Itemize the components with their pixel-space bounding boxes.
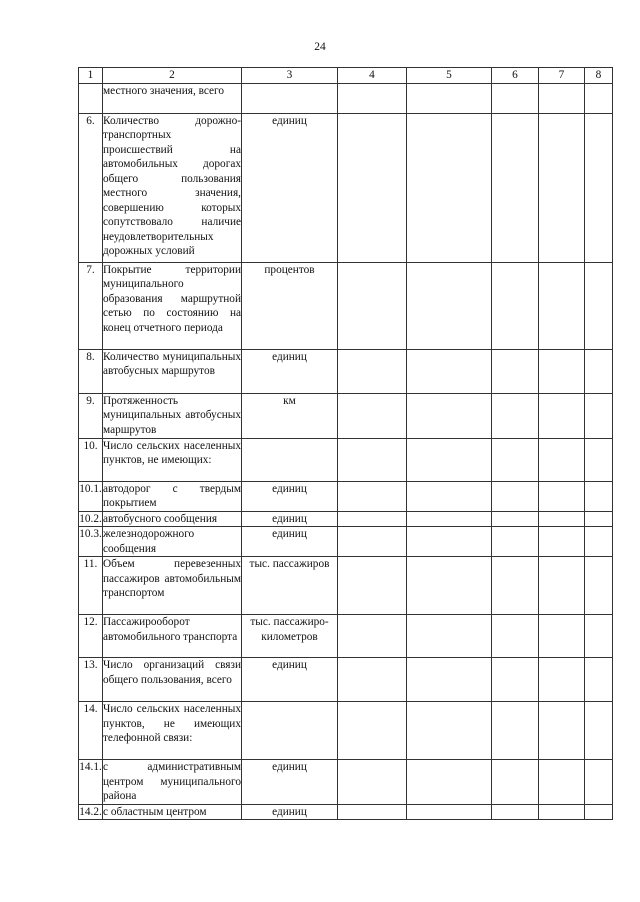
value-cell-col-8 — [585, 262, 613, 349]
value-cell-col-8 — [585, 438, 613, 481]
column-header-6: 6 — [492, 68, 539, 84]
table-row — [79, 438, 613, 481]
value-cell-col-8 — [585, 511, 613, 527]
indicator-name: Число сельских населенных пунктов, не имеющих телефонной связи: — [103, 702, 242, 760]
table-row — [79, 527, 613, 557]
value-cell-col-6 — [492, 702, 539, 760]
indicator-name: железнодорожного сообщения — [103, 527, 242, 557]
unit-of-measure: единиц — [242, 511, 338, 527]
indicator-name: Количество дорожно-транспортных происшествий на автомобильных дорогах общего пользования местного значения, совершению которых сопутствовало наличие неудовлетворительных дорожных условий — [103, 113, 242, 262]
table-header-row — [79, 68, 613, 84]
column-header-4: 4 — [338, 68, 407, 84]
unit-of-measure: единиц — [242, 804, 338, 820]
table-row — [79, 511, 613, 527]
value-cell-col-7 — [539, 615, 585, 658]
indicator-name: Пассажирооборот автомобильного транспорта — [103, 615, 242, 658]
unit-of-measure — [242, 83, 338, 113]
table-body — [79, 68, 613, 820]
value-cell-col-7 — [539, 804, 585, 820]
value-cell-col-5 — [407, 113, 492, 262]
table-row — [79, 349, 613, 393]
value-cell-col-4 — [338, 527, 407, 557]
value-cell-col-6 — [492, 481, 539, 511]
table-row — [79, 702, 613, 760]
value-cell-col-6 — [492, 615, 539, 658]
value-cell-col-6 — [492, 113, 539, 262]
value-cell-col-4 — [338, 83, 407, 113]
indicators-table — [78, 67, 613, 820]
value-cell-col-8 — [585, 481, 613, 511]
value-cell-col-4 — [338, 438, 407, 481]
row-number: 13. — [79, 658, 103, 702]
indicator-name: Число организаций связи общего пользования, всего — [103, 658, 242, 702]
column-header-5: 5 — [407, 68, 492, 84]
table-row — [79, 113, 613, 262]
unit-of-measure: единиц — [242, 349, 338, 393]
unit-of-measure: тыс. пассажиров — [242, 557, 338, 615]
value-cell-col-4 — [338, 113, 407, 262]
indicator-name: Объем перевезенных пассажиров автомобильным транспортом — [103, 557, 242, 615]
value-cell-col-7 — [539, 511, 585, 527]
column-header-2: 2 — [103, 68, 242, 84]
value-cell-col-8 — [585, 527, 613, 557]
value-cell-col-4 — [338, 262, 407, 349]
value-cell-col-5 — [407, 615, 492, 658]
unit-of-measure — [242, 438, 338, 481]
value-cell-col-5 — [407, 760, 492, 805]
row-number: 11. — [79, 557, 103, 615]
unit-of-measure: км — [242, 393, 338, 438]
indicator-name: Число сельских населенных пунктов, не имеющих: — [103, 438, 242, 481]
value-cell-col-8 — [585, 349, 613, 393]
value-cell-col-7 — [539, 113, 585, 262]
row-number: 7. — [79, 262, 103, 349]
value-cell-col-6 — [492, 658, 539, 702]
indicator-name: местного значения, всего — [103, 83, 242, 113]
value-cell-col-4 — [338, 557, 407, 615]
indicator-name: Количество муниципальных автобусных маршрутов — [103, 349, 242, 393]
value-cell-col-5 — [407, 481, 492, 511]
value-cell-col-7 — [539, 83, 585, 113]
unit-of-measure: единиц — [242, 481, 338, 511]
unit-of-measure: единиц — [242, 658, 338, 702]
value-cell-col-4 — [338, 658, 407, 702]
table-row — [79, 557, 613, 615]
indicator-name: с областным центром — [103, 804, 242, 820]
value-cell-col-4 — [338, 393, 407, 438]
table-row — [79, 615, 613, 658]
value-cell-col-6 — [492, 349, 539, 393]
value-cell-col-7 — [539, 481, 585, 511]
row-number: 10.2. — [79, 512, 102, 525]
table-row — [79, 83, 613, 113]
table-row — [79, 658, 613, 702]
value-cell-col-5 — [407, 702, 492, 760]
row-number: 14.1. — [79, 760, 103, 805]
column-header-1: 1 — [79, 68, 103, 84]
value-cell-col-5 — [407, 349, 492, 393]
value-cell-col-4 — [338, 760, 407, 805]
value-cell-col-6 — [492, 527, 539, 557]
column-header-3: 3 — [242, 68, 338, 84]
table-row — [79, 262, 613, 349]
row-number: 10.3. — [79, 527, 103, 557]
indicator-name: автобусного сообщения — [103, 511, 242, 527]
value-cell-col-4 — [338, 702, 407, 760]
unit-of-measure: единиц — [242, 113, 338, 262]
value-cell-col-4 — [338, 349, 407, 393]
value-cell-col-8 — [585, 702, 613, 760]
indicator-name: автодорог с твердым покрытием — [103, 482, 241, 509]
value-cell-col-4 — [338, 481, 407, 511]
value-cell-col-5 — [407, 804, 492, 820]
value-cell-col-5 — [407, 393, 492, 438]
value-cell-col-8 — [585, 113, 613, 262]
value-cell-col-6 — [492, 83, 539, 113]
column-header-8: 8 — [585, 68, 613, 84]
value-cell-col-7 — [539, 349, 585, 393]
row-number: 10. — [79, 438, 103, 481]
value-cell-col-8 — [585, 393, 613, 438]
value-cell-col-8 — [585, 615, 613, 658]
value-cell-col-6 — [492, 262, 539, 349]
row-number: 9. — [79, 393, 103, 438]
column-header-7: 7 — [539, 68, 585, 84]
row-number: 12. — [79, 615, 103, 658]
row-number: 14. — [79, 702, 103, 760]
table-row — [79, 760, 613, 805]
value-cell-col-7 — [539, 557, 585, 615]
value-cell-col-8 — [585, 804, 613, 820]
value-cell-col-7 — [539, 527, 585, 557]
value-cell-col-4 — [338, 804, 407, 820]
value-cell-col-5 — [407, 83, 492, 113]
row-number — [79, 83, 103, 113]
value-cell-col-6 — [492, 760, 539, 805]
unit-of-measure — [242, 702, 338, 760]
value-cell-col-6 — [492, 557, 539, 615]
indicator-name: с административным центром муниципального района — [103, 761, 241, 802]
value-cell-col-4 — [338, 511, 407, 527]
value-cell-col-7 — [539, 438, 585, 481]
unit-of-measure: единиц — [242, 760, 338, 805]
value-cell-col-5 — [407, 511, 492, 527]
value-cell-col-7 — [539, 393, 585, 438]
value-cell-col-5 — [407, 262, 492, 349]
table-row — [79, 804, 613, 820]
value-cell-col-8 — [585, 83, 613, 113]
value-cell-col-5 — [407, 658, 492, 702]
value-cell-col-6 — [492, 804, 539, 820]
unit-of-measure: процентов — [242, 262, 338, 349]
table-row — [79, 393, 613, 438]
unit-of-measure: тыс. пассажиро-километров — [242, 615, 338, 658]
value-cell-col-6 — [492, 511, 539, 527]
indicator-name: Протяженность муниципальных автобусных маршрутов — [103, 393, 242, 438]
value-cell-col-5 — [407, 527, 492, 557]
value-cell-col-5 — [407, 438, 492, 481]
value-cell-col-7 — [539, 760, 585, 805]
page-number: 24 — [314, 41, 326, 53]
value-cell-col-4 — [338, 615, 407, 658]
row-number: 10.1. — [79, 481, 103, 511]
unit-of-measure: единиц — [242, 527, 338, 557]
table-row — [79, 481, 613, 511]
value-cell-col-8 — [585, 658, 613, 702]
value-cell-col-7 — [539, 262, 585, 349]
row-number: 14.2. — [79, 805, 102, 818]
value-cell-col-8 — [585, 760, 613, 805]
value-cell-col-8 — [585, 557, 613, 615]
value-cell-col-6 — [492, 393, 539, 438]
indicator-name: Покрытие территории муниципального образования маршрутной сетью по состоянию на конец отчетного периода — [103, 262, 242, 349]
value-cell-col-6 — [492, 438, 539, 481]
value-cell-col-5 — [407, 557, 492, 615]
value-cell-col-7 — [539, 702, 585, 760]
row-number: 6. — [79, 113, 103, 262]
value-cell-col-7 — [539, 658, 585, 702]
row-number: 8. — [79, 349, 103, 393]
